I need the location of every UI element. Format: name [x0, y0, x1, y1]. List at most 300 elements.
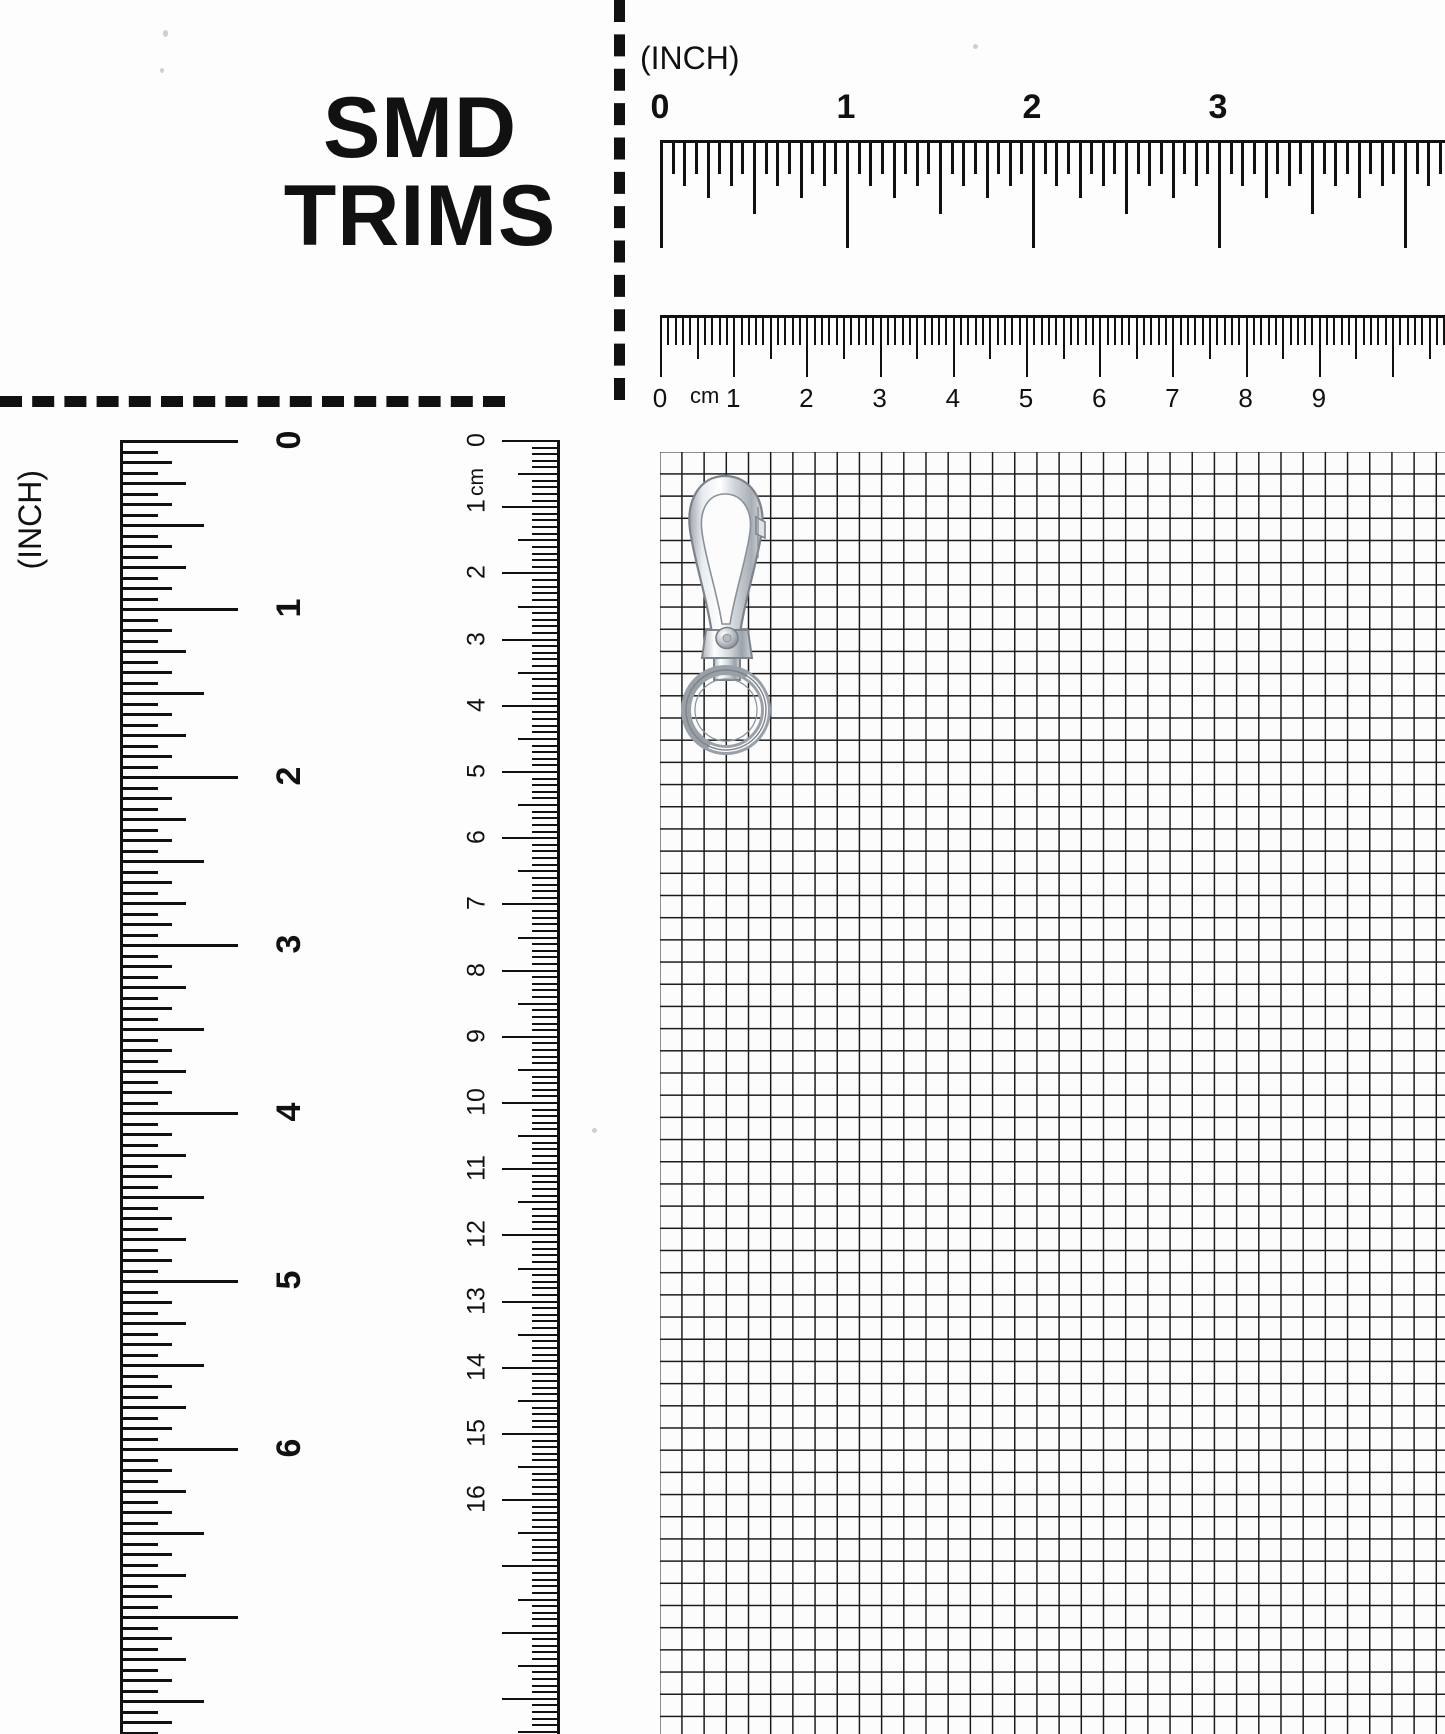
ruler-tick [120, 955, 158, 958]
ruler-tick [502, 506, 560, 508]
ruler-tick [924, 315, 926, 345]
ruler-tick [532, 1380, 560, 1382]
ruler-tick [120, 1375, 158, 1378]
ruler-tick [120, 503, 172, 506]
ruler-tick [1265, 140, 1268, 198]
ruler-tick [532, 817, 560, 819]
top-inch-ruler [650, 88, 1445, 270]
ruler-tick [1238, 315, 1240, 345]
ruler-tick [532, 1592, 560, 1594]
ruler-tick [730, 140, 733, 186]
ruler-tick [784, 315, 786, 345]
ruler-tick [711, 315, 713, 345]
ruler-tick [532, 1109, 560, 1111]
ruler-tick [1311, 315, 1313, 345]
ruler-tick [120, 619, 158, 622]
ruler-tick [916, 315, 918, 359]
ruler-tick [532, 1354, 560, 1356]
ruler-tick [532, 500, 560, 502]
ruler-tick [1180, 315, 1182, 345]
swivel-snap-hook-product-image [668, 462, 793, 782]
ruler-tick [532, 1056, 560, 1058]
ruler-tick [120, 1522, 158, 1525]
ruler-tick [502, 1499, 560, 1501]
brand-line-2: TRIMS [283, 167, 557, 264]
ruler-tick [532, 877, 560, 879]
ruler-tick [997, 140, 1000, 174]
ruler-tick [532, 890, 560, 892]
ruler-tick [532, 1215, 560, 1217]
ruler-tick [799, 315, 801, 345]
ruler-tick [120, 587, 172, 590]
ruler-tick [1260, 315, 1262, 345]
ruler-tick [120, 640, 158, 643]
ruler-tick [858, 140, 861, 174]
ruler-tick [532, 857, 560, 859]
ruler-tick [532, 1724, 560, 1726]
ruler-tick [532, 910, 560, 912]
ruler-tick [532, 1082, 560, 1084]
ruler-tick [532, 1162, 560, 1164]
ruler-tick [532, 1016, 560, 1018]
ruler-tick [532, 1228, 560, 1230]
ruler-tick [532, 1373, 560, 1375]
ruler-tick [1090, 140, 1093, 174]
ruler-tick [120, 745, 158, 748]
ruler-tick [834, 140, 837, 174]
ruler-tick [120, 1501, 158, 1504]
ruler-tick [502, 1632, 560, 1634]
ruler-tick [120, 902, 186, 905]
ruler-tick [726, 315, 728, 345]
ruler-tick [532, 546, 560, 548]
ruler-tick [532, 1691, 560, 1693]
ruler-tick [1253, 140, 1256, 174]
ruler-number: 1 [269, 598, 308, 618]
ruler-tick [532, 778, 560, 780]
ruler-tick [518, 1268, 560, 1270]
ruler-tick [532, 1248, 560, 1250]
ruler-tick [1348, 315, 1350, 345]
ruler-tick [532, 579, 560, 581]
ruler-tick [1113, 140, 1116, 174]
ruler-tick [532, 1287, 560, 1289]
ruler-tick [120, 1102, 158, 1105]
ruler-tick [120, 1396, 158, 1399]
ruler-tick [120, 1616, 238, 1619]
ruler-tick [502, 771, 560, 773]
ruler-tick [765, 140, 768, 174]
ruler-tick [532, 480, 560, 482]
ruler-tick [532, 1440, 560, 1442]
ruler-tick [120, 818, 186, 821]
ruler-tick [858, 315, 860, 345]
ruler-tick [518, 1731, 560, 1733]
ruler-tick [695, 140, 698, 174]
ruler-tick [894, 315, 896, 345]
ruler-tick [1358, 140, 1361, 198]
ruler-tick [893, 140, 896, 198]
ruler-tick [1187, 315, 1189, 345]
ruler-tick [1137, 140, 1140, 174]
ruler-tick [953, 315, 955, 377]
ruler-tick [1299, 140, 1302, 174]
ruler-tick [755, 315, 757, 345]
ruler-tick [120, 1186, 158, 1189]
ruler-tick [1276, 140, 1279, 174]
ruler-tick [120, 1249, 158, 1252]
ruler-tick [120, 1595, 172, 1598]
ruler-tick [120, 1165, 158, 1168]
ruler-tick [741, 140, 744, 174]
ruler-tick [120, 1312, 158, 1315]
ruler-tick [120, 451, 158, 454]
ruler-tick [939, 140, 942, 214]
ruler-tick [532, 1095, 560, 1097]
ruler-tick [120, 734, 186, 737]
ruler-tick [880, 315, 882, 377]
ruler-tick [532, 1671, 560, 1673]
left-inch-ruler [120, 430, 308, 1734]
ruler-tick [532, 1552, 560, 1554]
ruler-tick [1114, 315, 1116, 345]
ruler-tick [120, 944, 238, 947]
ruler-tick [532, 526, 560, 528]
ruler-tick [532, 1413, 560, 1415]
ruler-tick [502, 1234, 560, 1236]
ruler-tick [532, 1645, 560, 1647]
ruler-tick [502, 639, 560, 641]
ruler-tick [1231, 315, 1233, 345]
ruler-tick [1121, 315, 1123, 345]
ruler-tick [120, 1049, 172, 1052]
ruler-tick [1128, 315, 1130, 345]
ruler-tick [532, 493, 560, 495]
ruler-tick [518, 1599, 560, 1601]
ruler-tick [120, 1564, 158, 1567]
ruler-tick [1297, 315, 1299, 345]
ruler-tick [532, 1274, 560, 1276]
ruler-tick [120, 1700, 204, 1703]
ruler-tick [120, 724, 158, 727]
ruler-tick [532, 1486, 560, 1488]
ruler-tick [120, 808, 158, 811]
ruler-tick [1063, 315, 1065, 359]
ruler-tick [120, 1238, 186, 1241]
ruler-tick [532, 1559, 560, 1561]
ruler-tick [777, 315, 779, 345]
ruler-tick [1150, 315, 1152, 345]
ruler-number: 2 [799, 383, 814, 413]
ruler-tick [748, 315, 750, 345]
ruler-tick [986, 140, 989, 198]
ruler-tick [719, 315, 721, 345]
ruler-tick [1416, 140, 1419, 174]
ruler-tick [120, 1007, 172, 1010]
ruler-tick [532, 1175, 560, 1177]
ruler-tick [532, 1155, 560, 1157]
ruler-tick [532, 751, 560, 753]
ruler-tick [1341, 315, 1343, 345]
ruler-tick [120, 1175, 172, 1178]
ruler-tick [120, 1364, 204, 1367]
ruler-tick [532, 1446, 560, 1448]
ruler-number: 3 [1208, 88, 1228, 126]
ruler-tick [1392, 140, 1395, 174]
ruler-tick [532, 1148, 560, 1150]
ruler-tick [120, 1438, 158, 1441]
ruler-tick [821, 315, 823, 345]
ruler-tick [518, 738, 560, 740]
ruler-number: 6 [1091, 383, 1107, 413]
ruler-tick [792, 315, 794, 345]
ruler-tick [1216, 315, 1218, 345]
ruler-tick [532, 1221, 560, 1223]
ruler-tick [532, 923, 560, 925]
ruler-tick [865, 315, 867, 345]
ruler-tick [1370, 315, 1372, 345]
ruler-number: 5 [269, 1270, 308, 1290]
ruler-tick [1282, 315, 1284, 359]
ruler-tick [502, 1036, 560, 1038]
ruler-tick [532, 1506, 560, 1508]
ruler-tick [962, 140, 965, 186]
ruler-tick [1183, 140, 1186, 174]
ruler-tick [697, 315, 699, 359]
ruler-tick [502, 440, 560, 442]
ruler-tick [1143, 315, 1145, 345]
ruler-tick [1304, 315, 1306, 345]
ruler-number: 0 [462, 433, 491, 447]
ruler-tick [1026, 315, 1028, 377]
ruler-tick [1070, 315, 1072, 345]
ruler-tick [1377, 315, 1379, 345]
paper-speck [973, 44, 978, 49]
ruler-tick [1399, 315, 1401, 345]
ruler-tick [532, 1115, 560, 1117]
ruler-tick [532, 1347, 560, 1349]
ruler-number: 7 [462, 896, 491, 911]
ruler-tick [532, 850, 560, 852]
ruler-tick [120, 1459, 158, 1462]
ruler-tick [675, 315, 677, 345]
ruler-number: 13 [462, 1286, 491, 1315]
ruler-tick [120, 1711, 158, 1714]
ruler-number: 2 [462, 565, 491, 580]
ruler-tick [836, 315, 838, 345]
ruler-tick [120, 556, 158, 559]
ruler-tick [120, 1490, 186, 1493]
ruler-tick [1253, 315, 1255, 345]
ruler-tick [1218, 140, 1221, 248]
ruler-tick [532, 824, 560, 826]
ruler-tick [532, 1042, 560, 1044]
ruler-tick [931, 315, 933, 345]
ruler-tick [532, 725, 560, 727]
ruler-tick [1319, 315, 1321, 377]
ruler-tick [1009, 140, 1012, 186]
ruler-tick [683, 140, 686, 186]
ruler-number: 1 [462, 499, 491, 514]
ruler-tick [1125, 140, 1128, 214]
ruler-tick [120, 1553, 172, 1556]
left-cm-ruler [462, 433, 560, 1734]
ruler-number: 0 [652, 383, 668, 413]
ruler-tick [532, 1407, 560, 1409]
ruler-tick [120, 1585, 158, 1588]
ruler-tick [120, 976, 158, 979]
ruler-tick [120, 965, 172, 968]
ruler-tick [909, 315, 911, 345]
ruler-tick [762, 315, 764, 345]
ruler-tick [927, 140, 930, 174]
ruler-number: 0 [650, 88, 670, 126]
ruler-tick [120, 1606, 158, 1609]
ruler-tick [120, 913, 158, 916]
ruler-tick [811, 140, 814, 174]
ruler-tick [532, 1314, 560, 1316]
dashed-divider-horizontal [0, 396, 505, 407]
ruler-tick [502, 1102, 560, 1104]
ruler-number: 6 [269, 1438, 308, 1458]
ruler-tick [120, 1648, 158, 1651]
ruler-tick [532, 764, 560, 766]
ruler-tick [532, 784, 560, 786]
ruler-tick [967, 315, 969, 345]
ruler-tick [532, 685, 560, 687]
ruler-tick [1019, 315, 1021, 345]
ruler-tick [120, 713, 172, 716]
ruler-tick [532, 797, 560, 799]
ruler-tick [532, 486, 560, 488]
ruler-tick [1429, 315, 1431, 359]
ruler-tick [120, 514, 158, 517]
ruler-tick [532, 665, 560, 667]
ruler-tick [1326, 315, 1328, 345]
ruler-tick [120, 1511, 172, 1514]
ruler-tick [532, 1585, 560, 1587]
ruler-tick [753, 140, 756, 214]
ruler-tick [1136, 315, 1138, 359]
ruler-tick [850, 315, 852, 345]
ruler-tick [997, 315, 999, 345]
ruler-tick [1044, 140, 1047, 174]
ruler-tick [120, 1417, 158, 1420]
ruler-number: 10 [462, 1088, 491, 1116]
ruler-tick [532, 1718, 560, 1720]
ruler-tick [532, 1678, 560, 1680]
ruler-tick [120, 1112, 238, 1115]
ruler-tick [733, 315, 735, 377]
ruler-tick [532, 1612, 560, 1614]
ruler-tick [532, 453, 560, 455]
ruler-tick [532, 612, 560, 614]
ruler-tick [1067, 140, 1070, 174]
ruler-tick [1224, 315, 1226, 345]
ruler-tick [1346, 140, 1349, 174]
ruler-number: 9 [462, 1028, 491, 1043]
ruler-tick [120, 671, 172, 674]
ruler-tick [518, 804, 560, 806]
ruler-tick [518, 1532, 560, 1534]
ruler-tick [532, 956, 560, 958]
paper-speck [163, 30, 168, 37]
ruler-tick [532, 950, 560, 952]
ruler-tick [1323, 140, 1326, 174]
ruler-tick [1160, 140, 1163, 174]
ruler-tick [532, 1208, 560, 1210]
ruler-tick [532, 1340, 560, 1342]
ruler-tick [120, 524, 204, 527]
ruler-tick [1011, 315, 1013, 345]
ruler-tick [502, 1301, 560, 1303]
ruler-tick [788, 140, 791, 174]
ruler-tick [1055, 140, 1058, 186]
ruler-tick [532, 897, 560, 899]
ruler-tick [532, 976, 560, 978]
ruler-tick [672, 140, 675, 174]
ruler-tick [532, 533, 560, 535]
ruler-tick [120, 1270, 158, 1273]
ruler-tick [974, 140, 977, 174]
ruler-tick [532, 592, 560, 594]
ruler-tick [667, 315, 669, 345]
ruler-tick [532, 1546, 560, 1548]
ruler-tick [532, 1049, 560, 1051]
ruler-tick [120, 1574, 186, 1577]
ruler-tick [532, 1387, 560, 1389]
ruler-baseline [120, 440, 123, 1734]
ruler-tick [902, 315, 904, 345]
ruler-tick [704, 315, 706, 345]
ruler-tick [120, 1060, 158, 1063]
ruler-tick [518, 870, 560, 872]
ruler-tick [532, 811, 560, 813]
ruler-tick [532, 652, 560, 654]
ruler-tick [770, 315, 772, 359]
ruler-tick [120, 650, 186, 653]
ruler-tick [1107, 315, 1109, 345]
cm-unit-label: cm [465, 468, 488, 496]
ruler-tick [532, 1453, 560, 1455]
ruler-tick [502, 1433, 560, 1435]
ruler-tick [1230, 140, 1233, 174]
ruler-tick [532, 711, 560, 713]
ruler-tick [960, 315, 962, 345]
top-inch-ruler-label: (INCH) [640, 40, 740, 76]
ruler-tick [532, 1188, 560, 1190]
ruler-tick [120, 1627, 158, 1630]
ruler-tick [502, 705, 560, 707]
ruler-tick [120, 1123, 158, 1126]
ruler-tick [518, 1334, 560, 1336]
ruler-tick [532, 1493, 560, 1495]
ruler-tick [120, 881, 172, 884]
ruler-tick [532, 864, 560, 866]
ruler-tick [518, 606, 560, 608]
ruler-tick [120, 1448, 238, 1451]
ruler-tick [120, 1480, 158, 1483]
ruler-tick [518, 1400, 560, 1402]
ruler-tick [532, 1572, 560, 1574]
ruler-number: 3 [462, 631, 491, 646]
ruler-tick [660, 315, 662, 377]
ruler-tick [532, 645, 560, 647]
ruler-tick [120, 1354, 158, 1357]
ruler-tick [532, 619, 560, 621]
brand-line-1: SMD [322, 80, 518, 176]
ruler-tick [120, 986, 186, 989]
